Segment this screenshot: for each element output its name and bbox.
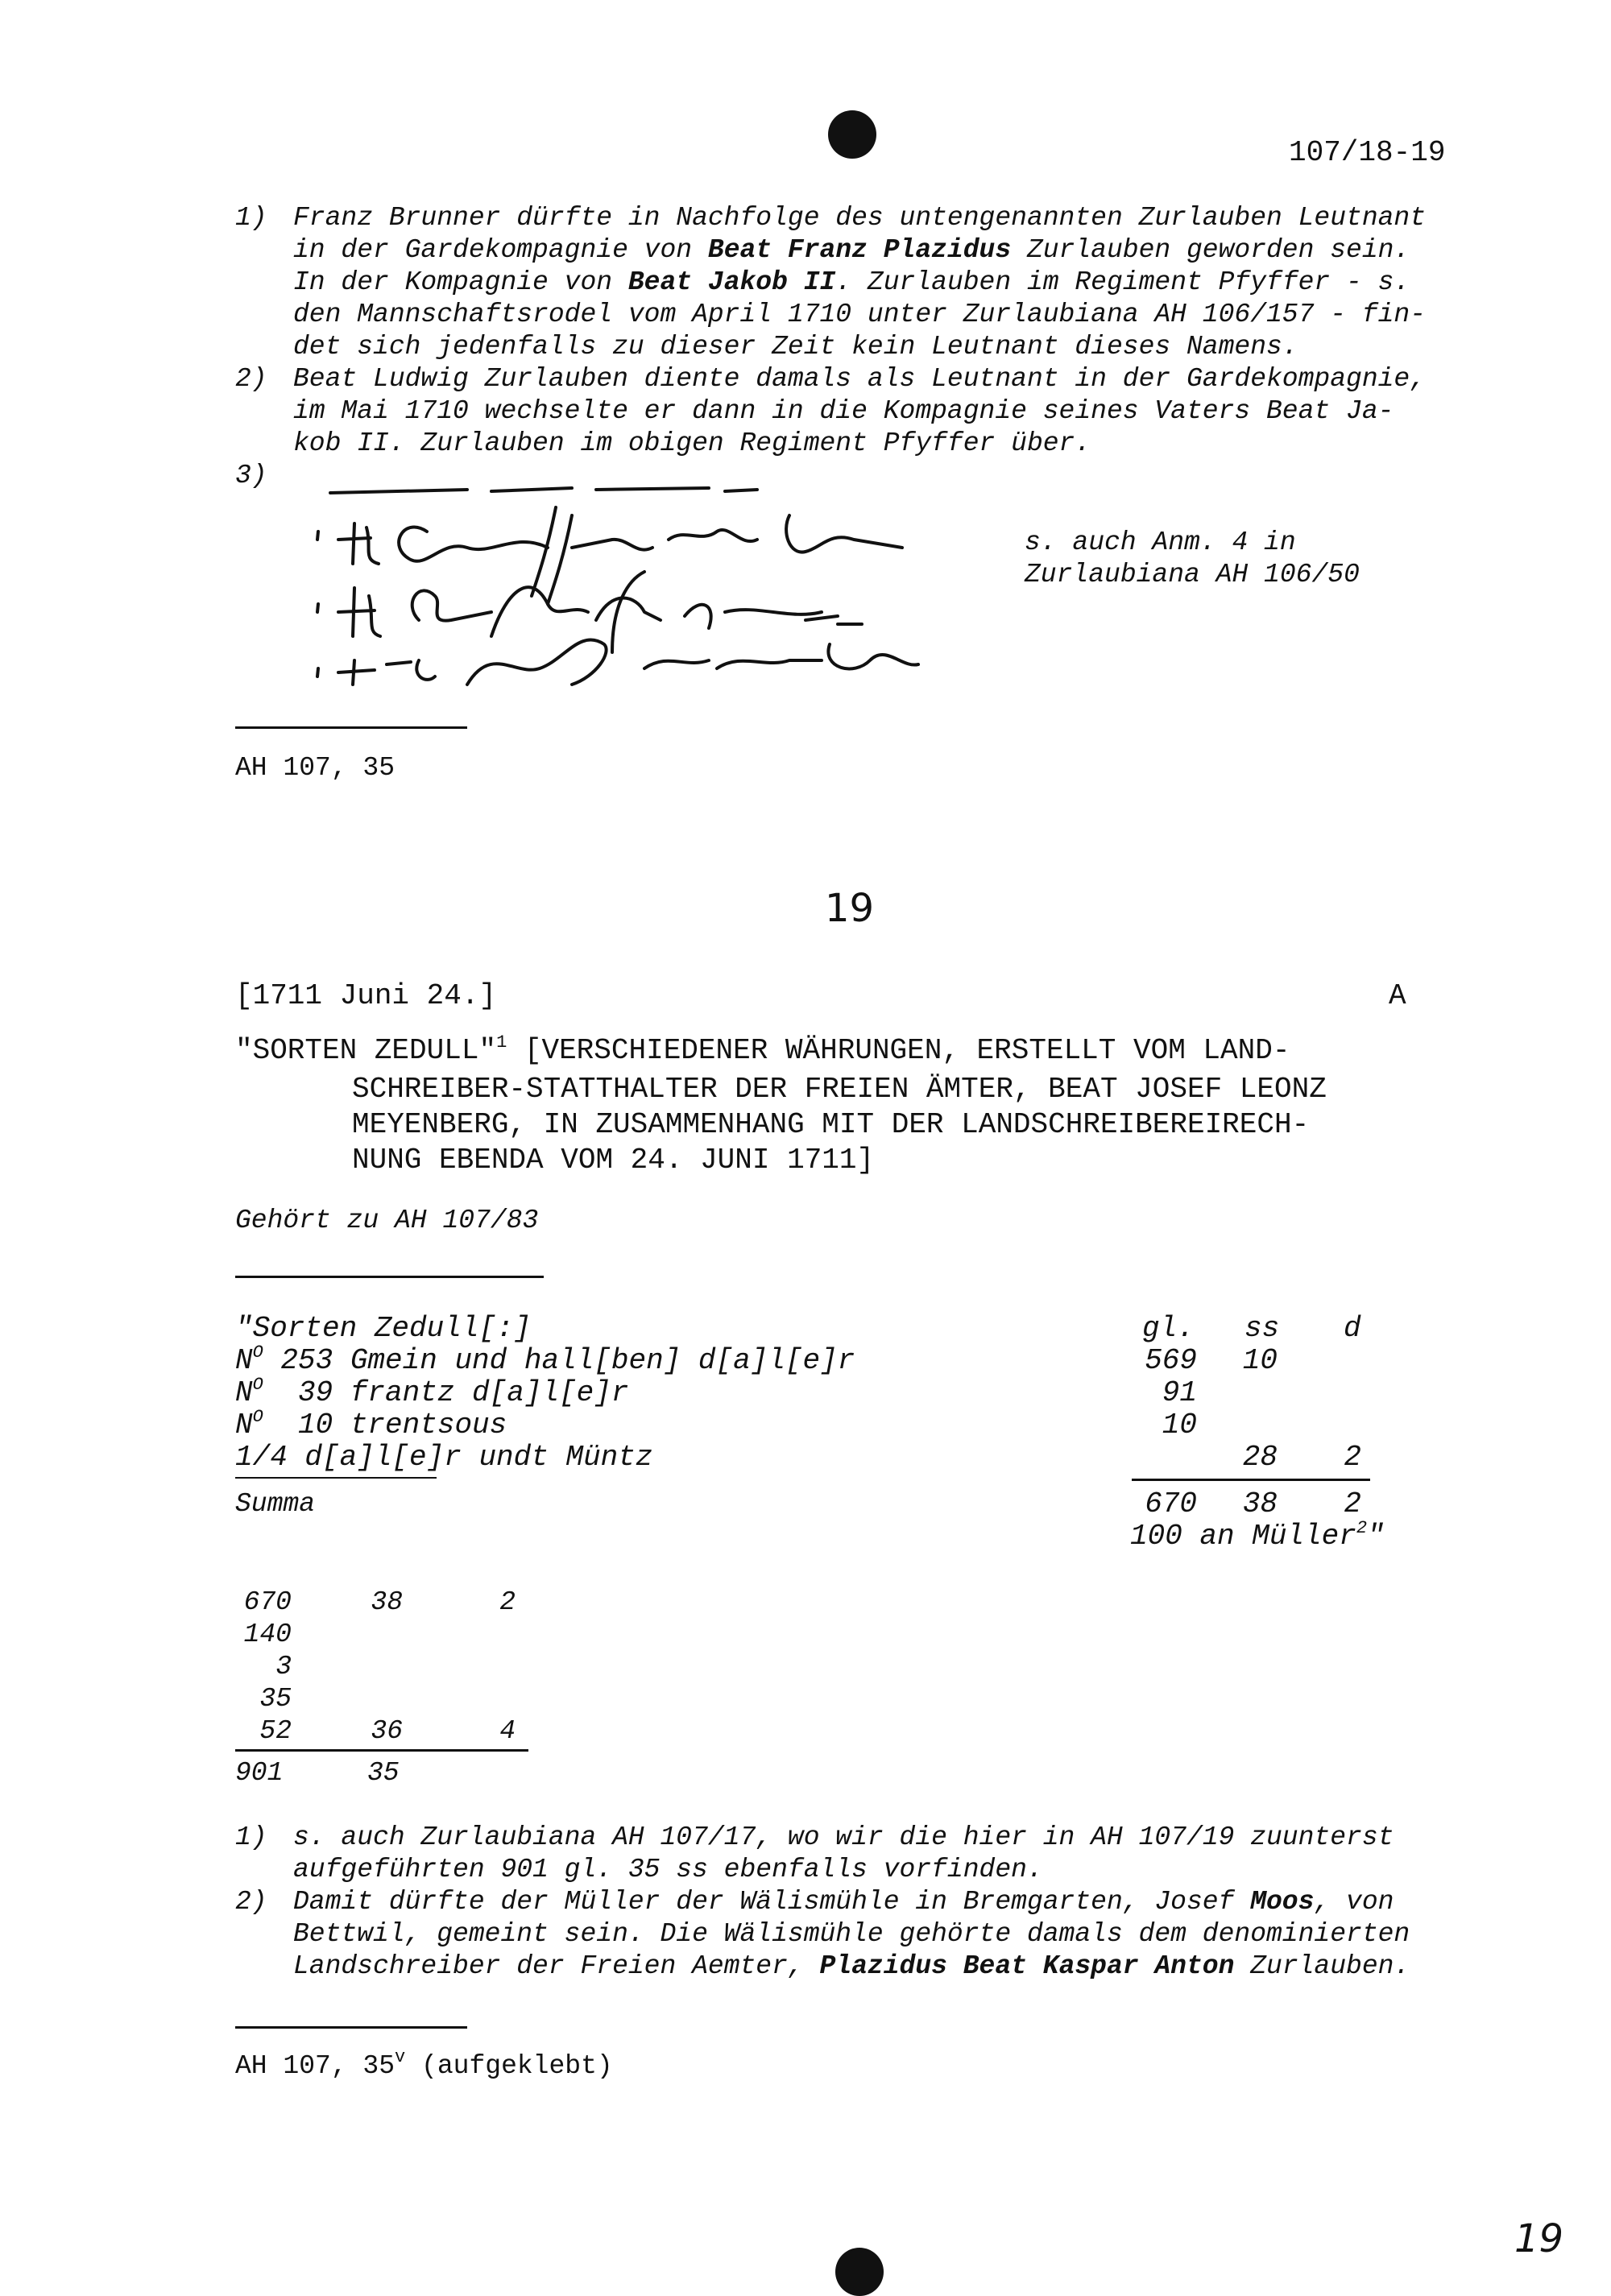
table-header-row: [0, 1311, 1611, 1343]
footnote-text: Bettwil, gemeint sein. Die Wälismühle gehörte damals dem denominierten: [293, 1919, 1410, 1949]
document-number: 19: [825, 886, 875, 931]
note3-reference-line: s. auch Anm. 4 in: [1025, 527, 1296, 557]
footnote-text: s. auch Zurlaubiana AH 107/17, wo wir die hier in AH 107/19 zuunterst: [293, 1822, 1394, 1852]
footnote-line: [293, 1886, 1492, 1918]
calc-cell: 2: [499, 1587, 516, 1617]
note3-reference-line: Zurlaubiana AH 106/50: [1025, 560, 1360, 590]
page-reference: 107/18-19: [1289, 136, 1446, 169]
title-line: NUNG EBENDA VOM 24. JUNI 1711]: [352, 1144, 875, 1177]
footnotes-top: [235, 202, 1492, 492]
calc-row: [0, 1683, 1611, 1715]
calc-total-ss: 35: [367, 1758, 400, 1788]
number-sign-sup: O: [252, 1375, 263, 1395]
footnote-number: 3): [235, 461, 267, 490]
column-header-gl: gl.: [1142, 1312, 1195, 1345]
calc-total-gl: 901: [235, 1758, 284, 1788]
emphasized-name: Plazidus Beat Kaspar Anton: [819, 1951, 1235, 1981]
footnote: [235, 1822, 1492, 1886]
footnote-text: Landschreiber der Freien Aemter,: [293, 1951, 820, 1981]
cell-d: 2: [1344, 1441, 1361, 1474]
calc-row: [0, 1651, 1611, 1683]
footnote-text: Damit dürfte der Müller der Wälismühle in Bremgarten, Josef: [293, 1887, 1251, 1917]
number-sign: N: [235, 1344, 253, 1377]
footnote-text: Beat Ludwig Zurlauben diente damals als Leutnant in der Gardekompagnie,: [293, 364, 1427, 394]
footnote-line: [293, 234, 1492, 267]
table-row: [0, 1408, 1611, 1440]
title-quote: "SORTEN ZEDULL": [235, 1034, 497, 1067]
note3-reference: [1025, 527, 1360, 591]
calc-row: [0, 1715, 1611, 1748]
handwritten-page-number: 19: [1514, 2216, 1564, 2261]
cell-gl: 91: [1162, 1376, 1197, 1409]
footnote-line: [293, 267, 1492, 299]
footnote-line: [293, 1918, 1492, 1951]
title-line: [VERSCHIEDENER WÄHRUNGEN, ERSTELLT VOM LAND-: [507, 1034, 1290, 1067]
footnote-number: 2): [235, 1887, 267, 1917]
footnote-text: den Mannschaftsrodel vom April 1710 unter Zurlaubiana AH 106/157 - fin-: [293, 300, 1427, 329]
divider-rule: [235, 2026, 467, 2029]
calc-row: [0, 1619, 1611, 1651]
document-date: [1711 Juni 24.]: [235, 979, 497, 1012]
divider-rule: [235, 1276, 544, 1278]
handwritten-excerpt-image: [306, 483, 959, 693]
title-line: SCHREIBER-STATTHALTER DER FREIEN ÄMTER, BEAT JOSEF LEONZ: [352, 1073, 1327, 1106]
footnote-line: [293, 1854, 1492, 1886]
currency-table: [0, 1311, 1611, 1585]
footnote-text: det sich jedenfalls zu dieser Zeit kein Leutnant dieses Namens.: [293, 332, 1298, 362]
row-text: 1/4 d[a]l[e]r undt Müntz: [235, 1441, 653, 1474]
footnote-text: kob II. Zurlauben im obigen Regiment Pfyffer über.: [293, 428, 1091, 458]
emphasized-name: Beat Franz Plazidus: [707, 235, 1012, 265]
calc-cell: 4: [499, 1716, 516, 1746]
emphasized-name: Beat Jakob II: [627, 267, 836, 297]
extra-row: [0, 1519, 1611, 1551]
calc-cell: 38: [371, 1587, 403, 1617]
footnote-text: Zurlauben geworden sein.: [1011, 235, 1410, 265]
row-text: 39 frantz d[a]l[e]r: [263, 1376, 629, 1409]
footnote-marker: 2: [1356, 1518, 1368, 1538]
punch-hole-dot: [835, 2248, 884, 2296]
sum-rule: [1132, 1479, 1370, 1481]
row-text: 10 trentsous: [263, 1409, 507, 1442]
cell-ss: 10: [1242, 1344, 1278, 1377]
footnote-line: [293, 363, 1492, 395]
footnote: [235, 202, 1492, 363]
number-sign: N: [235, 1376, 253, 1409]
number-sign-sup: O: [252, 1407, 263, 1427]
sum-row: [0, 1487, 1611, 1519]
footnote-text: in der Gardekompagnie von: [293, 235, 708, 265]
footnote-line: [293, 299, 1492, 331]
calc-cell: 52: [259, 1716, 292, 1746]
document-title: [235, 1033, 1492, 1178]
footnote-number: 1): [235, 203, 267, 233]
table-row: [0, 1440, 1611, 1472]
source-reference-2: [235, 2047, 613, 2085]
underline-rule: [235, 1477, 437, 1479]
calc-cell: 670: [243, 1587, 292, 1617]
sum-gl: 670: [1145, 1487, 1197, 1520]
sum-ss: 38: [1242, 1487, 1278, 1520]
footnote-text: aufgeführten 901 gl. 35 ss ebenfalls vorfinden.: [293, 1855, 1043, 1884]
column-header-ss: ss: [1244, 1312, 1280, 1345]
footnote-text: im Mai 1710 wechselte er dann in die Kompagnie seines Vaters Beat Ja-: [293, 396, 1394, 426]
divider-rule: [235, 726, 467, 729]
punch-hole-dot: [828, 110, 876, 159]
footnote-text: Franz Brunner dürfte in Nachfolge des untengenannten Zurlauben Leutnant: [293, 203, 1427, 233]
footnote-text: . Zurlauben im Regiment Pfyffer - s.: [835, 267, 1410, 297]
column-header-d: d: [1344, 1312, 1361, 1345]
emphasized-name: Moos: [1250, 1887, 1315, 1917]
extra-text: 100 an Müller: [1130, 1520, 1356, 1553]
footnote-number: 2): [235, 364, 267, 394]
table-row: [0, 1376, 1611, 1408]
belongs-to: Gehört zu AH 107/83: [235, 1206, 539, 1235]
footnote-line: [293, 428, 1492, 460]
table-header-label: "Sorten Zedull[:]: [235, 1312, 532, 1345]
calc-total-row: [0, 1757, 1611, 1789]
calculation-block: [0, 1587, 644, 1796]
footnote: [235, 1886, 1492, 1983]
number-sign: N: [235, 1409, 253, 1442]
document-letter: A: [1389, 979, 1406, 1012]
footnote-line: [293, 202, 1492, 234]
footnote: [235, 363, 1492, 460]
title-footnote-marker: 1: [496, 1032, 507, 1053]
calc-row: [0, 1587, 1611, 1619]
closing-quote: ": [1367, 1520, 1385, 1553]
calc-rule: [235, 1749, 528, 1752]
footnote-text: Zurlauben.: [1234, 1951, 1410, 1981]
calc-cell: 36: [371, 1716, 403, 1746]
footnotes-bottom: [235, 1822, 1492, 1983]
table-row: [0, 1343, 1611, 1376]
footnote-line: [293, 1951, 1492, 1983]
source-ref-after: (aufgeklebt): [405, 2051, 613, 2081]
source-reference: AH 107, 35: [235, 753, 396, 783]
title-line: MEYENBERG, IN ZUSAMMENHANG MIT DER LANDSCHREIBEREIRECH-: [352, 1108, 1310, 1141]
footnote-line: [293, 1822, 1492, 1854]
row-text: 253 Gmein und hall[ben] d[a]l[e]r: [263, 1344, 855, 1377]
cell-gl: 569: [1145, 1344, 1197, 1377]
number-sign-sup: O: [252, 1342, 263, 1363]
sum-d: 2: [1344, 1487, 1361, 1520]
calc-cell: 35: [259, 1684, 292, 1714]
footnote-text: In der Kompagnie von: [293, 267, 628, 297]
sum-label: Summa: [235, 1489, 316, 1519]
footnote-line: [293, 395, 1492, 428]
source-ref-text: AH 107, 35: [235, 2051, 396, 2081]
calc-cell: 140: [243, 1620, 292, 1649]
cell-gl: 10: [1162, 1409, 1197, 1442]
footnote-line: [293, 331, 1492, 363]
footnote-text: , von: [1314, 1887, 1394, 1917]
cell-ss: 28: [1242, 1441, 1278, 1474]
calc-cell: 3: [275, 1652, 292, 1682]
row-label: [235, 1440, 652, 1475]
footnote-number: 1): [235, 1822, 267, 1852]
verso-marker: v: [395, 2047, 406, 2067]
